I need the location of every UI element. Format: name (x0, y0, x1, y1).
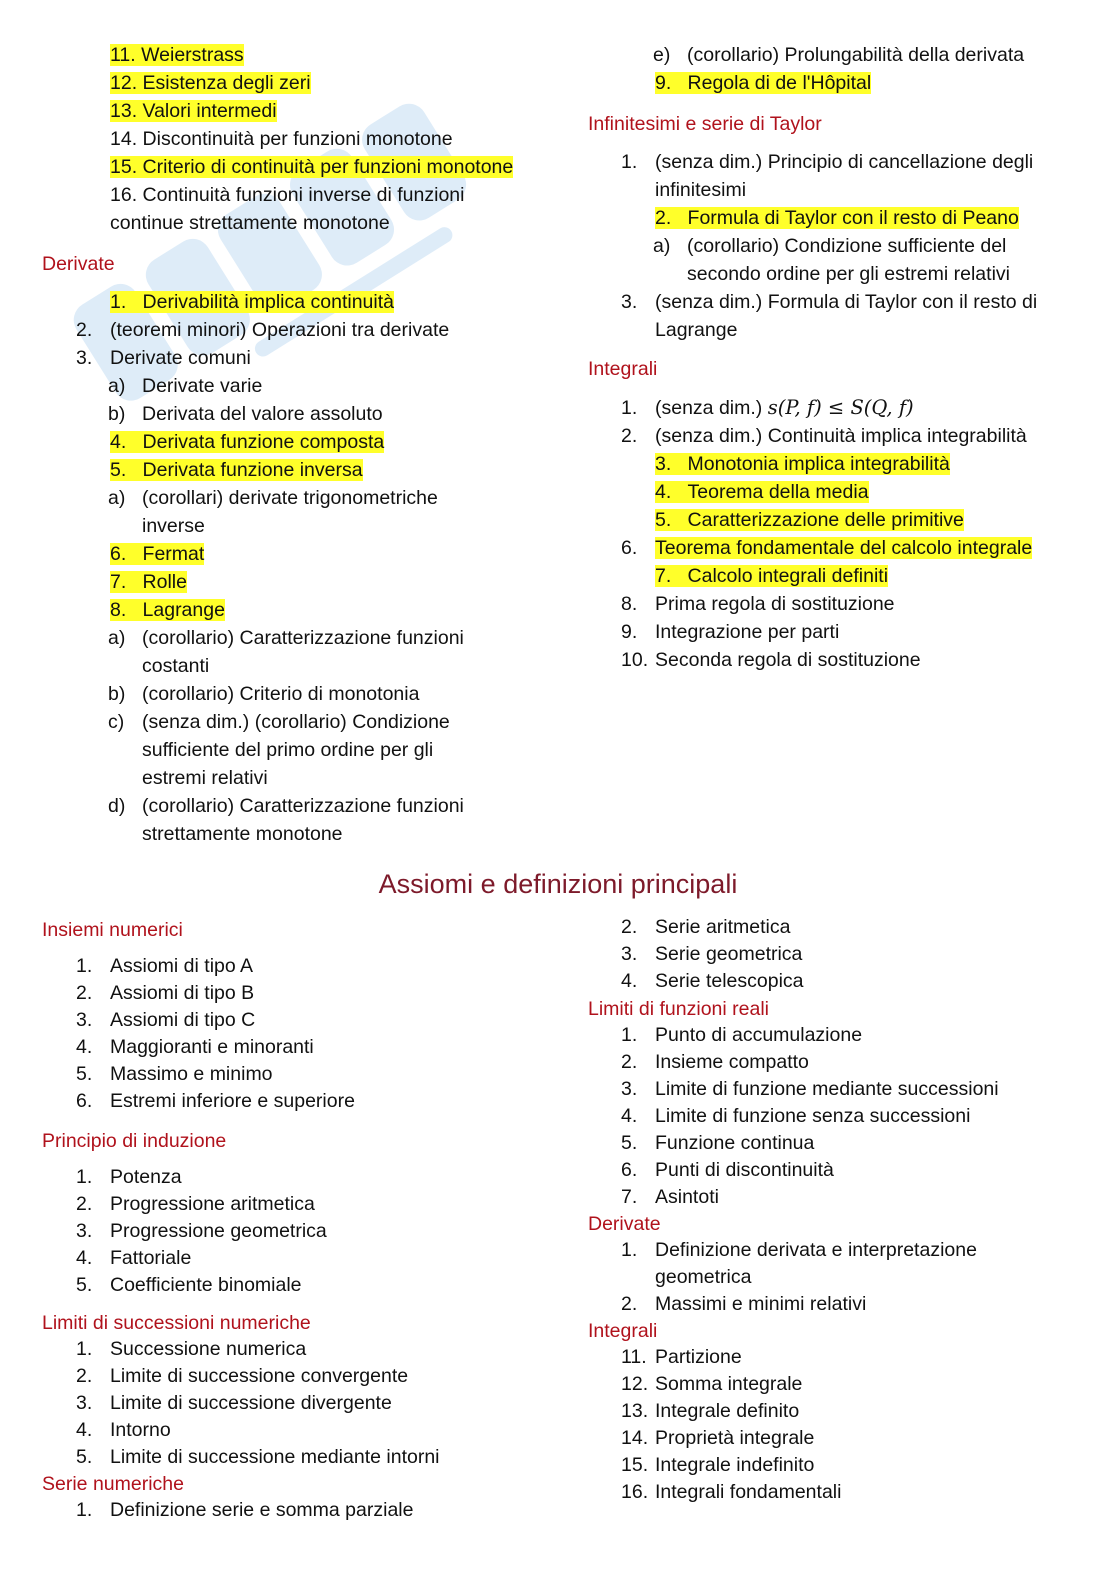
section-derivate-theorems (42, 250, 542, 278)
top-left-column (76, 41, 546, 237)
section-title: Infinitesimi e serie di Taylor (588, 113, 822, 135)
list-item: 1. (senza dim.) Principio di cancellazione degli (621, 151, 1034, 173)
section-title: Derivate (588, 1213, 661, 1235)
list-item: 3. Derivate comuni (76, 347, 251, 369)
list-item: 2. Massimi e minimi relativi (621, 1293, 867, 1315)
integrali-theorems-list (621, 394, 1101, 674)
list-subitem-continuation: strettamente monotone (142, 823, 343, 845)
list-item-continuation: infinitesimi (655, 179, 747, 201)
successioni-list (76, 1336, 546, 1471)
list-item: 4. Teorema della media (655, 481, 869, 503)
list-item: 12. Esistenza degli zeri (110, 72, 311, 94)
section-title: Insiemi numerici (42, 919, 183, 941)
list-item: 2. Insieme compatto (621, 1051, 809, 1073)
derivate-definitions-list (621, 1237, 1091, 1318)
list-item: 4. Fattoriale (76, 1247, 192, 1269)
list-item: 2. Progressione aritmetica (76, 1193, 315, 1215)
section-title: Integrali (588, 1320, 658, 1342)
section-taylor (588, 110, 1088, 138)
list-subitem: a) (corollario) Caratterizzazione funzioni (108, 627, 464, 649)
list-item: 16. Continuità funzioni inverse di funzioni (110, 184, 465, 206)
list-item: 3. (senza dim.) Formula di Taylor con il resto di (621, 291, 1038, 313)
list-item: 10. Seconda regola di sostituzione (621, 649, 921, 671)
list-item: 11. Weierstrass (110, 44, 244, 66)
list-item: 14. Proprietà integrale (621, 1427, 815, 1449)
list-item: 7. Asintoti (621, 1186, 719, 1208)
list-item: 13. Valori intermedi (110, 100, 277, 122)
list-item-continuation: Lagrange (655, 319, 738, 341)
serie-continuation-list (621, 914, 1091, 995)
list-item: 6. Teorema fondamentale del calcolo integrale (621, 537, 1033, 559)
list-subitem: b) Derivata del valore assoluto (108, 403, 383, 425)
math-formula: s(P, f) ≤ S(Q, f) (767, 396, 914, 419)
list-subitem: c) (senza dim.) (corollario) Condizione (108, 711, 450, 733)
list-item: 5. Massimo e minimo (76, 1063, 273, 1085)
list-item: 9. Integrazione per parti (621, 621, 840, 643)
list-item: 4. Derivata funzione composta (110, 431, 385, 453)
section-title: Derivate (42, 253, 115, 275)
list-item: 16. Integrali fondamentali (621, 1481, 842, 1503)
limiti-funzioni-list (621, 1022, 1091, 1211)
list-item: 1. Successione numerica (76, 1338, 307, 1360)
section-title: Limiti di funzioni reali (588, 998, 769, 1020)
continuity-list (76, 41, 546, 237)
section-title: Serie numeriche (42, 1473, 184, 1495)
list-subitem-continuation: estremi relativi (142, 767, 268, 789)
list-subitem: e) (corollario) Prolungabilità della derivata (653, 44, 1025, 66)
derivate-theorems-list (76, 288, 546, 848)
list-item: 15. Criterio di continuità per funzioni monotone (110, 156, 514, 178)
list-item: 7. Calcolo integrali definiti (655, 565, 889, 587)
section-limiti-funzioni (588, 995, 1088, 1023)
list-subitem-continuation: sufficiente del primo ordine per gli (142, 739, 434, 761)
taylor-list (621, 148, 1091, 344)
list-item: 4. Limite di funzione senza successioni (621, 1105, 971, 1127)
section-integrali-theorems (588, 355, 1088, 383)
list-item: 5. Coefficiente binomiale (76, 1274, 302, 1296)
list-item: 5. Limite di successione mediante intorni (76, 1446, 440, 1468)
list-subitem: a) (corollario) Condizione sufficiente del (653, 235, 1007, 257)
list-item: 8. Prima regola di sostituzione (621, 593, 895, 615)
section-induzione (42, 1127, 542, 1155)
page-heading: Assiomi e definizioni principali (378, 869, 738, 899)
list-subitem: b) (corollario) Criterio di monotonia (108, 683, 420, 705)
list-subitem: d) (corollario) Caratterizzazione funzioni (108, 795, 464, 817)
section-serie (42, 1470, 542, 1498)
section-title: Principio di induzione (42, 1130, 227, 1152)
list-item: 4. Maggioranti e minoranti (76, 1036, 314, 1058)
section-derivate-definitions (588, 1210, 1088, 1238)
list-item: 3. Assiomi di tipo C (76, 1009, 256, 1031)
list-item: 7. Rolle (110, 571, 187, 593)
list-subitem: a) Derivate varie (108, 375, 263, 397)
top-right-pre-list (621, 41, 1091, 97)
list-subitem-continuation: secondo ordine per gli estremi relativi (687, 263, 1010, 285)
section-integrali-definitions (588, 1317, 1088, 1345)
list-item: 1. Assiomi di tipo A (76, 955, 254, 977)
list-item: 3. Serie geometrica (621, 943, 803, 965)
list-item: 1. Potenza (76, 1166, 182, 1188)
list-item: 1. (senza dim.) s(P, f) ≤ S(Q, f) (621, 396, 914, 419)
list-item-continuation: continue strettamente monotone (110, 212, 390, 234)
list-item: 6. Fermat (110, 543, 205, 565)
induzione-list (76, 1164, 546, 1299)
list-item: 12. Somma integrale (621, 1373, 803, 1395)
section-insiemi (42, 916, 542, 944)
list-item: 5. Funzione continua (621, 1132, 815, 1154)
list-item: 2. Limite di successione convergente (76, 1365, 409, 1387)
list-item-continuation: geometrica (655, 1266, 752, 1288)
list-subitem-continuation: inverse (142, 515, 205, 537)
section-successioni (42, 1309, 542, 1337)
list-item: 2. (teoremi minori) Operazioni tra derivate (76, 319, 450, 341)
list-item: 4. Serie telescopica (621, 970, 804, 992)
list-item: 2. Assiomi di tipo B (76, 982, 255, 1004)
list-item: 15. Integrale indefinito (621, 1454, 815, 1476)
list-item: 14. Discontinuità per funzioni monotone (110, 128, 453, 150)
list-item: 1. Definizione serie e somma parziale (76, 1499, 414, 1521)
list-item: 6. Punti di discontinuità (621, 1159, 834, 1181)
list-item: 4. Intorno (76, 1419, 171, 1441)
list-item: 2. Serie aritmetica (621, 916, 791, 938)
integrali-definitions-list (621, 1344, 1091, 1506)
list-item: 1. Punto di accumulazione (621, 1024, 863, 1046)
list-item: 3. Limite di funzione mediante successioni (621, 1078, 999, 1100)
section-title: Limiti di successioni numeriche (42, 1312, 311, 1334)
list-item: 1. Definizione derivata e interpretazione (621, 1239, 977, 1261)
list-item: 3. Limite di successione divergente (76, 1392, 392, 1414)
list-item: 5. Derivata funzione inversa (110, 459, 363, 481)
list-subitem-continuation: costanti (142, 655, 210, 677)
list-item: 2. (senza dim.) Continuità implica integrabilità (621, 425, 1027, 447)
list-item: 3. Progressione geometrica (76, 1220, 327, 1242)
insiemi-list (76, 953, 546, 1115)
list-item: 6. Estremi inferiore e superiore (76, 1090, 355, 1112)
list-item: 3. Monotonia implica integrabilità (655, 453, 950, 475)
list-item: 8. Lagrange (110, 599, 225, 621)
list-item: 13. Integrale definito (621, 1400, 800, 1422)
list-item: 9. Regola di de l'Hôpital (655, 72, 872, 94)
serie-list (76, 1497, 546, 1524)
list-item: 2. Formula di Taylor con il resto di Peano (655, 207, 1019, 229)
list-item: 1. Derivabilità implica continuità (110, 291, 394, 313)
list-subitem: a) (corollari) derivate trigonometriche (108, 487, 438, 509)
list-item: 5. Caratterizzazione delle primitive (655, 509, 964, 531)
list-item: 11. Partizione (621, 1346, 742, 1368)
section-title: Integrali (588, 358, 658, 380)
